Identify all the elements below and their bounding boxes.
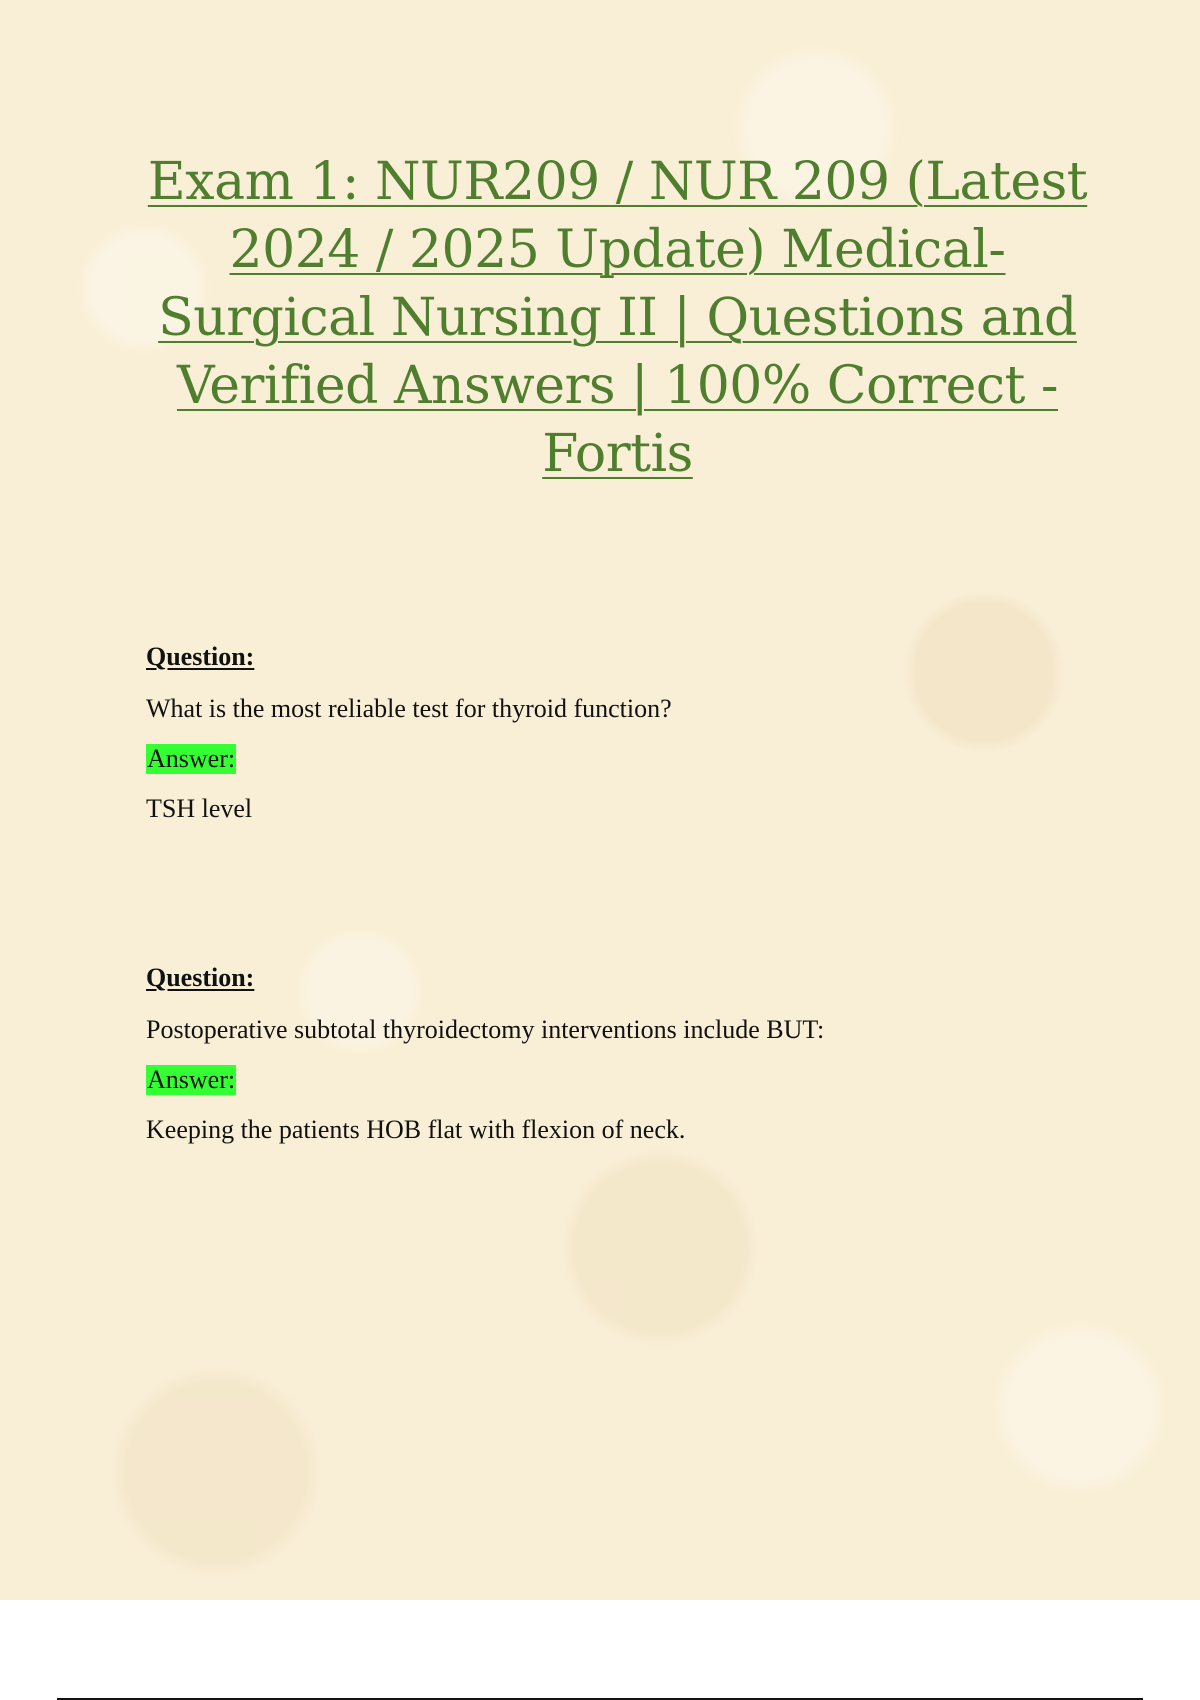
answer-label: Answer: bbox=[147, 744, 236, 773]
answer-text: Keeping the patients HOB flat with flexion of neck. bbox=[146, 1115, 686, 1144]
question-text: Postoperative subtotal thyroidectomy interventions include BUT: bbox=[146, 1015, 825, 1044]
document-title: Exam 1: NUR209 / NUR 209 (Latest 2024 / 2025 Update) Medical-Surgical Nursing II | Questions and Verified Answers | 100% Correct - Fortis bbox=[147, 152, 1088, 484]
answer-text: TSH level bbox=[146, 794, 253, 823]
question-label: Question: bbox=[146, 642, 255, 671]
qa-item bbox=[146, 963, 1106, 1145]
qa-item bbox=[146, 642, 1106, 824]
answer-label: Answer: bbox=[147, 1065, 236, 1094]
question-label: Question: bbox=[146, 963, 255, 992]
question-text: What is the most reliable test for thyroid function? bbox=[146, 694, 672, 723]
